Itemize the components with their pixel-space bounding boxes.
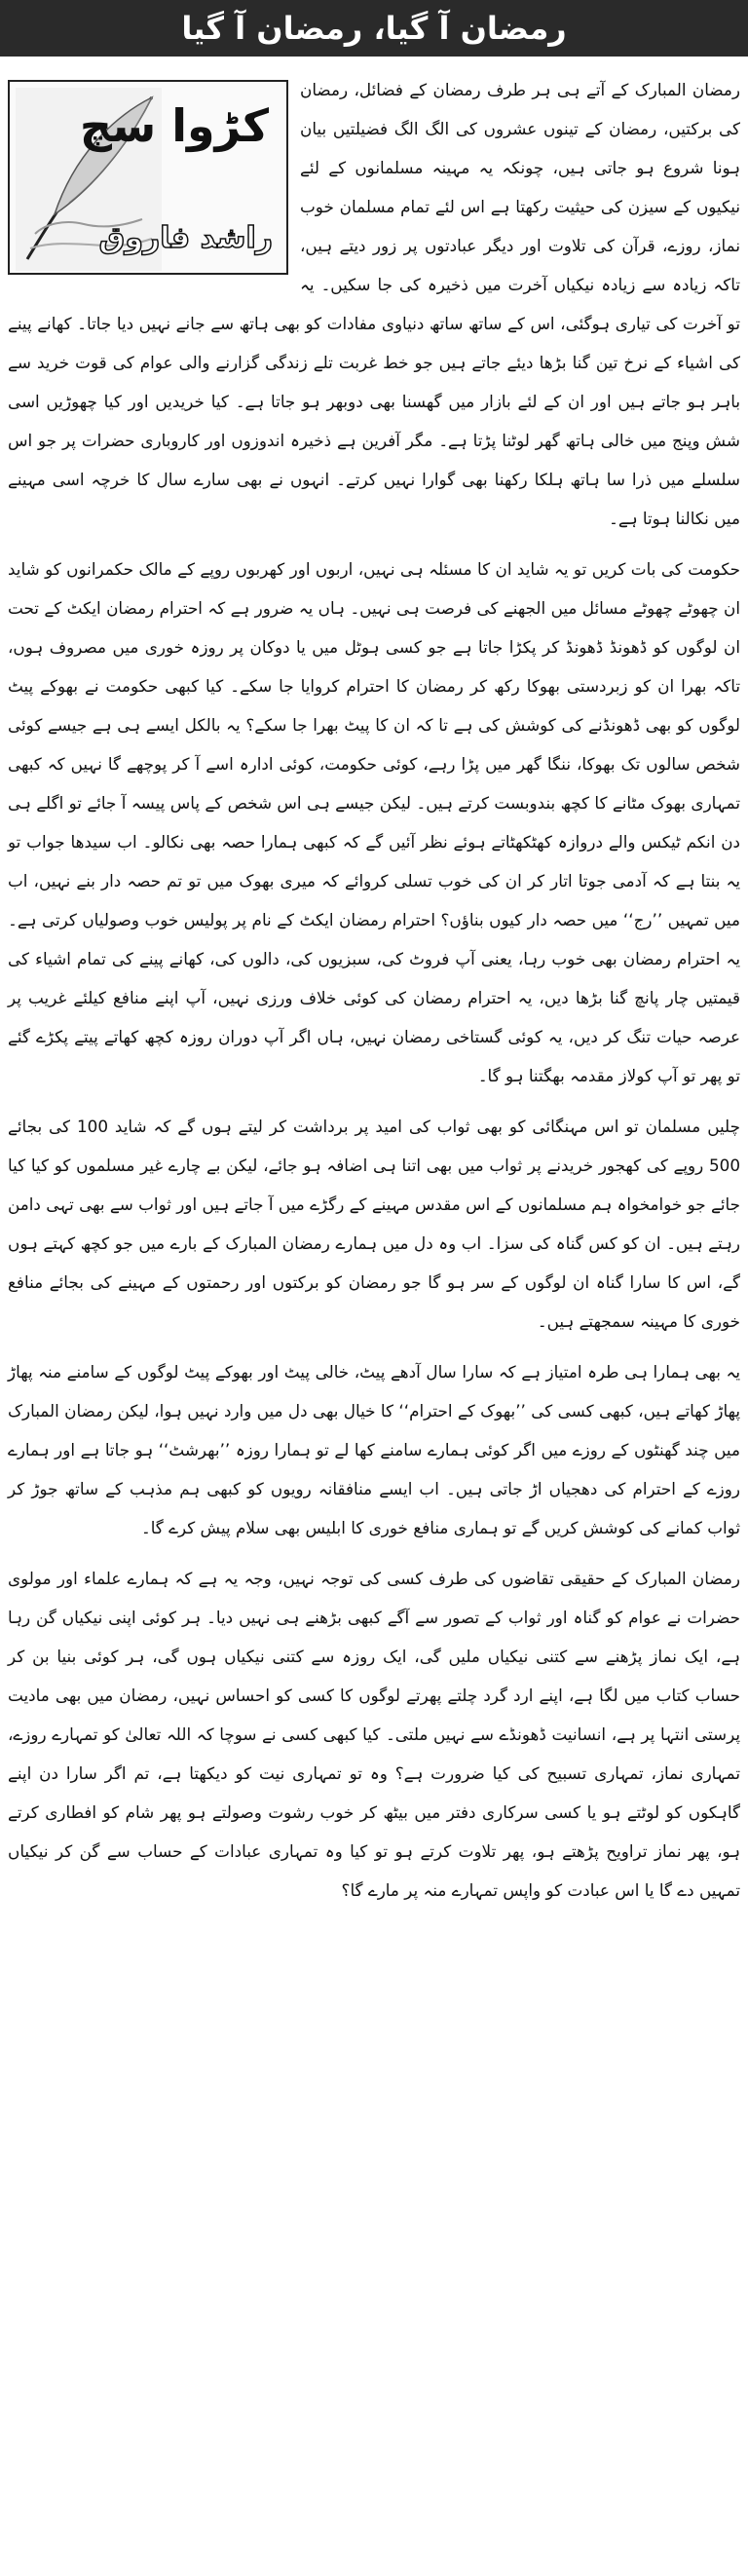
headline: رمضان آ گیا، رمضان آ گیا [181,10,567,47]
logo-title: کڑوا سچ [79,99,269,152]
article-body [8,70,740,1921]
paragraph: یہ بھی ہمارا ہی طرہ امتیاز ہے کہ سارا سال آدھے پیٹ، خالی پیٹ اور بھوکے پیٹ لوگوں کے سامنے منہ پھاڑ پھاڑ کھاتے ہیں، کبھی کسی کی ’’بھوک کے احترام‘‘ کا خیال بھی دل میں وارد نہیں ہوا، لیکن رمضان المبارک میں چند گھنٹوں کے روزے میں اگر کوئی ہمارے سامنے کھا لے تو ہمارا روزہ ’’بھرشٹ‘‘ ہو جاتا ہے اور ہمارے روزے کے احترام کی دھجیاں اڑ جاتی ہیں۔ اب ایسے منافقانہ رویوں کو کبھی ہم مذہب کے ساتھ جوڑ کر ثواب کمانے کی کوشش کریں گے تو ہماری منافع خوری کا ابلیس بھی سلام پیش کرے گا۔ [8,1362,740,1537]
headline-bar [0,0,748,57]
paragraph: چلیں مسلمان تو اس مہنگائی کو بھی ثواب کی امید پر برداشت کر لیتے ہوں گے کہ شاید 100 کی بجائے 500 روپے کی کھجور خریدنے پر ثواب میں بھی اتنا ہی اضافہ ہو جائے، لیکن بے چارے غیر مسلموں کو کیا کیا جائے جو خوامخواہ ہم مسلمانوں کے اس مقدس مہینے کے رگڑے میں آ جاتے ہیں اور ثواب سے بھی تہی دامن رہتے ہیں۔ ان کو کس گناہ کی سزا۔ اب وہ دل میں ہمارے رمضان المبارک کے بارے میں جو کچھ کہتے ہوں گے، اس کا سارا گناہ ان لوگوں کے سر ہو گا جو رمضان کو برکتوں اور رحمتوں کے مہینے کی بجائے منافع خوری کا مہینہ سمجھتے ہیں۔ [8,1117,740,1331]
paragraph: رمضان المبارک کے آتے ہی ہر طرف رمضان کے فضائل، رمضان کی برکتیں، رمضان کے تینوں عشروں کی الگ الگ فضیلتیں بیان ہونا شروع ہو جاتی ہیں، چونکہ یہ مہینہ مسلمانوں کے لئے نیکیوں کے سیزن کی حیثیت رکھتا ہے اس لئے تمام مسلمان خوب نماز، روزے، قرآن کی تلاوت اور دیگر عبادتوں پر زور دیتے ہیں، تاکہ زیادہ سے زیادہ نیکیاں آخرت میں ذخیرہ کی جا سکیں۔ یہ تو آخرت کی تیاری ہوگئی، اس کے ساتھ ساتھ دنیاوی مفادات کو بھی ہاتھ سے جانے نہیں دیا جاتا۔ کھانے پینے کی اشیاء کے نرخ تین گنا بڑھا دیئے جاتے ہیں جو خط غربت تلے زندگی گزارنے والی عوام کی قوت خرید سے باہر ہو جاتے ہیں اور ان کے لئے بازار میں گھسنا بھی دوبھر ہو جاتا ہے۔ کیا خریدیں اور کیا چھوڑیں اسی شش وپنج میں خالی ہاتھ گھر لوٹنا پڑتا ہے۔ مگر آفرین ہے ذخیرہ اندوزوں اور کاروباری حضرات پر جو اس سلسلے میں ذرا سا ہاتھ ہلکا رکھنا بھی گوارا نہیں کرتے۔ انہوں نے بھی سارے سال کا خرچہ اسی مہینے میں نکالنا ہوتا ہے۔ [8,80,740,528]
logo-author: راشد فاروق [98,221,273,255]
paragraph: رمضان المبارک کے حقیقی تقاضوں کی طرف کسی کی توجہ نہیں، وجہ یہ ہے کہ ہمارے علماء اور مولوی حضرات نے عوام کو گناہ اور ثواب کے تصور سے آگے کبھی بڑھنے ہی نہیں دیا۔ ہر کوئی اپنی نیکیاں گن رہا ہے، ایک نماز پڑھنے سے کتنی نیکیاں ملیں گی، ایک روزہ سے کتنی نیکیاں ہوں گی، ہر کوئی بنیا بن کر حساب کتاب میں لگا ہے، اپنے ارد گرد چلتے پھرتے لوگوں کا کسی کو احساس نہیں، رمضان میں بھی مادیت پرستی انتہا پر ہے، انسانیت ڈھونڈے سے نہیں ملتی۔ کیا کبھی کسی نے سوچا کہ اللہ تعالیٰ کو تمہارے روزے، تمہاری نماز، تمہاری تسبیح کی کیا ضرورت ہے؟ وہ تو تمہاری نیت کو دیکھتا ہے، تم اگر سارا دن اپنے گاہکوں کو لوٹتے ہو یا کسی سرکاری دفتر میں بیٹھ کر خوب رشوت وصولتے ہو پھر شام کو افطاری کرتے ہو، پھر نماز تراویح پڑھتے ہو، پھر تلاوت کرتے ہو تو کیا وہ تمہاری عبادات کے حساب سے گن کر نیکیاں تمہیں دے گا یا اس عبادت کو واپس تمہارے منہ پر مارے گا؟ [8,1569,740,1900]
paragraph: حکومت کی بات کریں تو یہ شاید ان کا مسئلہ ہی نہیں، اربوں اور کھربوں روپے کے مالک حکمرانوں کو شاید ان چھوٹے چھوٹے مسائل میں الجھنے کی فرصت ہی نہیں۔ ہاں یہ ضرور ہے کہ احترام رمضان ایکٹ کے تحت ان لوگوں کو ڈھونڈ ڈھونڈ کر پکڑا جاتا ہے جو کسی ہوٹل میں یا دوکان پر روزہ خوری میں مصروف ہوں، تاکہ بھرا ان کو زبردستی بھوکا رکھ کر رمضان کا احترام کروایا جا سکے۔ کیا کبھی حکومت نے بھوکے پیٹ لوگوں کو بھی ڈھونڈنے کی کوشش کی ہے تا کہ ان کا پیٹ بھرا جا سکے؟ یہ بالکل ایسے ہی ہے جیسے کوئی شخص سالوں تک بھوکا، ننگا گھر میں پڑا رہے، کوئی حکومت، کوئی ادارہ اسے آ کر پوچھے گا نہیں کہ کبھی تمہاری بھوک مٹانے کا کچھ بندوبست کرتے ہیں۔ لیکن جیسے ہی اس شخص کے پاس پیسہ آ جائے تو اگلے ہی دن انکم ٹیکس والے دروازہ کھٹکھٹاتے ہوئے نظر آئیں گے کہ کبھی ہمارا حصہ بھی نکالو۔ اب سیدھا جواب تو یہ بنتا ہے کہ آدمی جوتا اتار کر ان کی خوب تسلی کروائے کہ میری بھوک میں تو تم حصہ دار بنے نہیں، اب میں تمہیں ’’رج‘‘ میں حصہ دار کیوں بناؤں؟ احترام رمضان ایکٹ کے نام پر پولیس خوب وصولیاں کرتی ہے۔ یہ احترام رمضان بھی خوب رہا، یعنی آپ فروٹ کی، سبزیوں کی، دالوں کی، کھانے پینے کی تمام اشیاء کی قیمتیں چار پانچ گنا بڑھا دیں، یہ احترام رمضان کی کوئی خلاف ورزی نہیں، آپ اپنے منافع کیلئے غریب پر عرصہ حیات تنگ کر دیں، یہ کوئی گستاخی رمضان نہیں، ہاں اگر آپ دوران روزہ کچھ کھاتے پیتے پکڑے گئے تو پھر تو آپ کولاز مقدمہ بھگتنا ہو گا۔ [8,559,740,1085]
